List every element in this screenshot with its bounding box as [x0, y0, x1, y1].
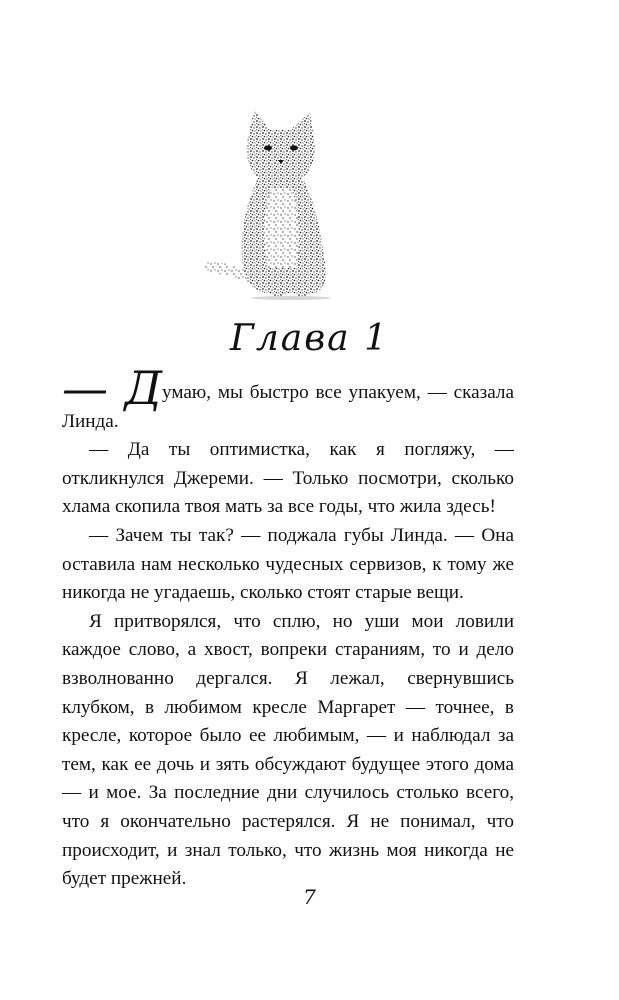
cat-drawing	[196, 108, 346, 303]
paragraph	[62, 361, 514, 436]
chapter-title: Глава 1	[230, 318, 389, 359]
paragraph: — Зачем ты так? — поджала губы Линда. — Она оставила нам несколько чудесных сервизов, к тому же никогда не угадаешь, сколько стоят старые вещи.	[62, 524, 514, 604]
drop-cap: — Д	[62, 361, 163, 415]
page-number: 7	[303, 885, 316, 909]
chapter-text	[62, 361, 514, 894]
paragraph: — Да ты оптимистка, как я погляжу, — откликнулся Джереми. — Только посмотри, сколько хлама скопила твоя мать за все годы, что жила здесь!	[62, 439, 514, 518]
cat-illustration-icon	[196, 108, 346, 303]
paragraph-text: умаю, мы быстро все упакуем, — сказала Линда.	[62, 382, 514, 432]
paragraph: Я притворялся, что сплю, но уши мои ловили каждое слово, а хвост, вопреки стараниям, то и дело взволнованно дергался. Я лежал, свернувшись клубком, в любимом кресле Маргарет — точнее, в кресле, которое было ее любимым, — и наблюдал за тем, как ее дочь и зять обсуждают будущее этого дома — и мое. За последние дни случилось столько всего, что я окончательно растерялся. Я не понимал, что происходит, и знал только, что жизнь моя никогда не будет прежней.	[62, 610, 514, 890]
